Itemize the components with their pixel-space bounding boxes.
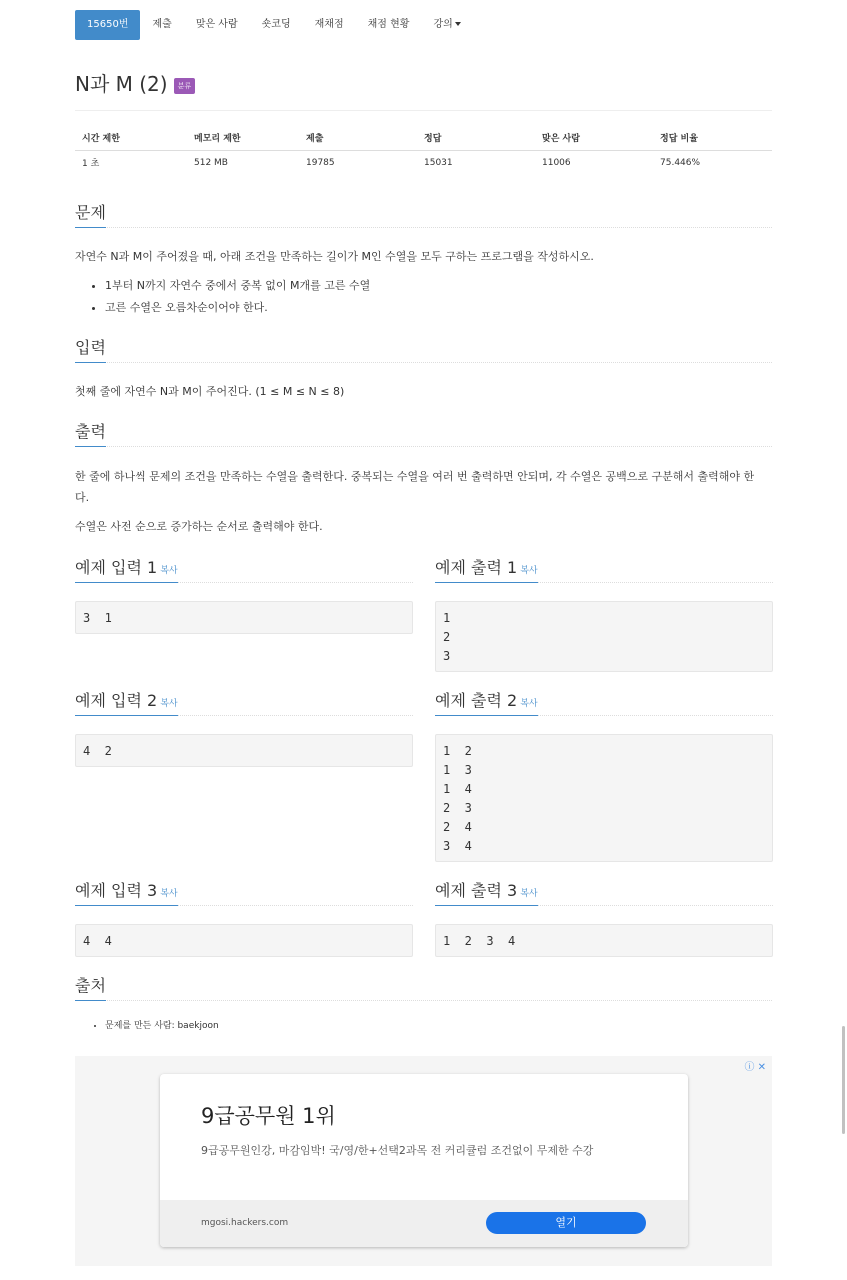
tab-accepted-users[interactable]: 맞은 사람: [195, 19, 238, 30]
input-heading-line: [75, 362, 772, 363]
header-accepted: 정답: [417, 126, 535, 150]
tab-problem-number[interactable]: 15650번: [75, 10, 140, 40]
sample-input-1[interactable]: 3 1: [75, 601, 413, 634]
tab-status[interactable]: 채점 현황: [367, 19, 410, 30]
ad-title[interactable]: 9급공무원 1위: [201, 1104, 336, 1128]
sample-input-3[interactable]: 4 4: [75, 924, 413, 957]
tab-submit[interactable]: 제출: [152, 19, 172, 30]
ad-url: mgosi.hackers.com: [201, 1218, 289, 1228]
description-section: [75, 200, 106, 228]
copy-button[interactable]: 복사: [520, 699, 538, 709]
category-badge[interactable]: 분류: [174, 78, 196, 94]
copy-button[interactable]: 복사: [160, 699, 178, 709]
title-divider: [75, 110, 772, 111]
input-text: 첫째 줄에 자연수 N과 M이 주어진다. (1 ≤ M ≤ N ≤ 8): [75, 385, 345, 398]
header-accept-ratio: 정답 비율: [653, 126, 772, 150]
sample-input-3-header: [75, 878, 178, 906]
tab-lectures-label: 강의: [433, 19, 453, 30]
description-bullets: [75, 275, 370, 319]
output-section: [75, 419, 106, 447]
problem-title: N과 M (2): [75, 72, 168, 96]
sample-input-1-header: [75, 555, 178, 583]
output-text-1-continued: 다.: [75, 491, 90, 504]
tab-short-coding[interactable]: 숏코딩: [261, 19, 291, 30]
accepted-users-value: 11006: [542, 157, 571, 168]
output-heading-line: [75, 446, 772, 447]
accept-ratio-value: 75.446%: [660, 157, 701, 168]
sample-output-2[interactable]: 1 2 1 3 1 4 2 3 2 4 3 4: [435, 734, 773, 862]
table-header-row: [75, 126, 772, 150]
ad-open-button[interactable]: 열기: [486, 1212, 646, 1234]
tab-rejudge[interactable]: 재채점: [314, 19, 344, 30]
list-item: • 1부터 N까지 자연수 중에서 중복 없이 M개를 고른 수열: [105, 275, 370, 297]
header-time-limit: 시간 제한: [75, 126, 187, 150]
sample-input-2-header: [75, 688, 178, 716]
problem-nav-tabs: [75, 10, 473, 40]
problem-title-row: [75, 68, 195, 97]
source-heading: 출처: [75, 973, 106, 1001]
scrollbar[interactable]: [842, 1026, 845, 1134]
tab-lectures[interactable]: [421, 10, 472, 40]
accepted-value: 15031: [424, 157, 453, 168]
sample-output-3[interactable]: 1 2 3 4: [435, 924, 773, 957]
sample-input-3-heading: 예제 입력 3: [75, 881, 158, 900]
sample-output-3-heading: 예제 출력 3: [435, 881, 518, 900]
ad-card[interactable]: [160, 1074, 688, 1247]
input-heading: 입력: [75, 335, 106, 363]
copy-button[interactable]: 복사: [520, 889, 538, 899]
header-submissions: 제출: [299, 126, 417, 150]
sample-output-1[interactable]: 1 2 3: [435, 601, 773, 672]
header-memory-limit: 메모리 제한: [187, 126, 299, 150]
header-accepted-users: 맞은 사람: [535, 126, 653, 150]
source-heading-line: [75, 1000, 772, 1001]
sample-output-1-heading: 예제 출력 1: [435, 558, 518, 577]
ad-footer: [160, 1200, 688, 1247]
description-heading-line: [75, 227, 772, 228]
sample-input-2[interactable]: 4 2: [75, 734, 413, 767]
table-row: [75, 150, 772, 175]
sample-output-3-header: [435, 878, 538, 906]
description-heading: 문제: [75, 200, 106, 228]
list-item[interactable]: • 문제를 만든 사람: baekjoon: [105, 1015, 219, 1037]
output-heading: 출력: [75, 419, 106, 447]
memory-limit-value: 512 MB: [194, 157, 228, 168]
sample-output-2-header: [435, 688, 538, 716]
sample-input-2-heading: 예제 입력 2: [75, 691, 158, 710]
ad-description: 9급공무원인강, 마감임박! 국/영/한+선택2과목 전 커리큘럼 조건없이 무제한 수강: [201, 1144, 594, 1157]
output-text-2: 수열은 사전 순으로 증가하는 순서로 출력해야 한다.: [75, 520, 323, 533]
list-item: • 고른 수열은 오름차순이어야 한다.: [105, 297, 370, 319]
submissions-value: 19785: [306, 157, 335, 168]
source-section: [75, 973, 106, 1001]
time-limit-value: 1 초: [82, 159, 100, 170]
copy-button[interactable]: 복사: [160, 566, 178, 576]
input-section: [75, 335, 106, 363]
caret-down-icon: [455, 22, 461, 26]
description-text: 자연수 N과 M이 주어졌을 때, 아래 조건을 만족하는 길이가 M인 수열을 모두 구하는 프로그램을 작성하시오.: [75, 250, 594, 263]
ad-container: [75, 1056, 772, 1266]
output-text-1: 한 줄에 하나씩 문제의 조건을 만족하는 수열을 출력한다. 중복되는 수열을 여러 번 출력하면 안되며, 각 수열은 공백으로 구분해서 출력해야 한: [75, 470, 755, 483]
sample-output-2-heading: 예제 출력 2: [435, 691, 518, 710]
source-list: [75, 1015, 219, 1037]
ad-info-close-icon[interactable]: ⓘ ✕: [744, 1062, 766, 1073]
sample-input-1-heading: 예제 입력 1: [75, 558, 158, 577]
sample-output-1-header: [435, 555, 538, 583]
copy-button[interactable]: 복사: [520, 566, 538, 576]
problem-info-table: [75, 126, 772, 175]
copy-button[interactable]: 복사: [160, 889, 178, 899]
